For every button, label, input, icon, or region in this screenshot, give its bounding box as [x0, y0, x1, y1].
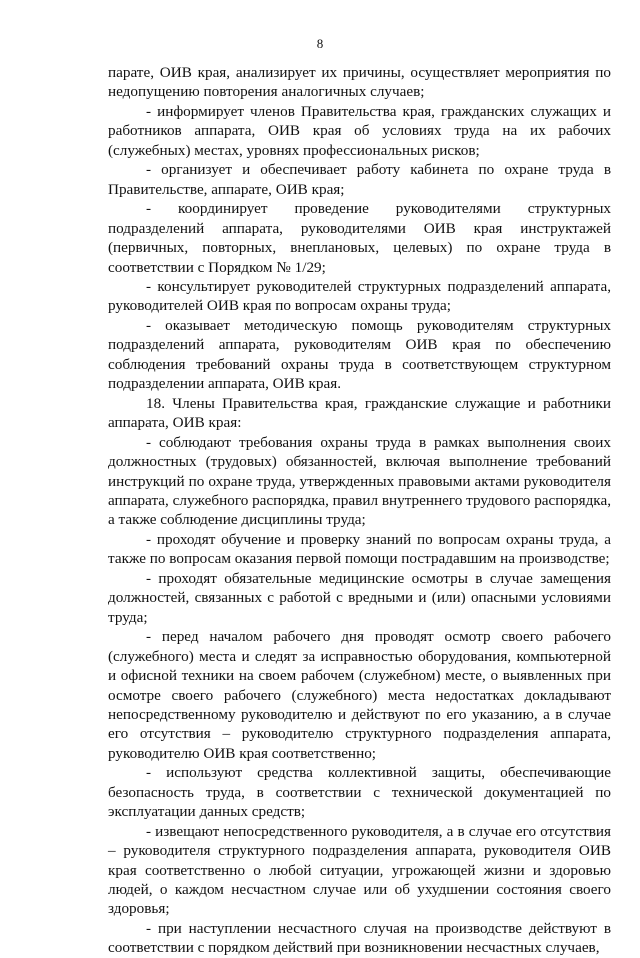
paragraph-section-18: 18. Члены Правительства края, гражданские служащие и работники аппарата, ОИВ края: [108, 394, 611, 432]
paragraph-accident-actions: - при наступлении несчастного случая на производстве действуют в соответствии с порядком действий при возникновении несчастных случаев, [108, 919, 611, 957]
paragraph-workplace-inspection: - перед началом рабочего дня проводят осмотр своего рабочего (служебного) места и следят за исправностью оборудования, компьютерной и офисной техники на своем рабочем (служебном) месте, о выявленных при осмотре своего рабочего (служебного) места недостатках докладывают непосредственному руководителю и действуют по его указанию, а в случае его отсутствия – руководителю структурного подразделения аппарата, руководителю ОИВ края соответственно; [108, 628, 611, 762]
page-number: 8 [316, 36, 324, 51]
paragraph-comply-requirements: - соблюдают требования охраны труда в рамках выполнения своих должностных (трудовых) обязанностей, включая выполнение требований инструкций по охране труда, утвержденных правовыми актами руководителя аппарата, служебного распорядка, правил внутреннего трудового распорядка, а также соблюдение дисциплины труда; [108, 433, 611, 529]
paragraph-training: - проходят обучение и проверку знаний по вопросам охраны труда, а также по вопросам оказания первой помощи пострадавшим на производстве; [108, 530, 611, 568]
paragraph-inform-members: - информирует членов Правительства края, гражданских служащих и работников аппарата, ОИВ края об условиях труда на их рабочих (служебных) местах, уровнях профессиональных рисков; [108, 102, 611, 159]
paragraph-collective-protection: - используют средства коллективной защиты, обеспечивающие безопасность труда, в соответствии с технической документацией по эксплуатации данных средств; [108, 764, 611, 821]
paragraph-consult: - консультирует руководителей структурных подразделений аппарата, руководителей ОИВ края по вопросам охраны труда; [108, 277, 611, 315]
paragraph-notify-manager: - извещают непосредственного руководителя, а в случае его отсутствия – руководителя структурного подразделения аппарата, руководителя ОИВ края соответственно о любой ситуации, угрожающей жизни и здоровью людей, о каждом несчастном случае или об ухудшении состояния своего здоровья; [108, 822, 611, 918]
paragraph-methodical-help: - оказывает методическую помощь руководителям структурных подразделений аппарата, руководителям ОИВ края по обеспечению соблюдения требований охраны труда в соответствующем структурном подразделении аппарата, ОИВ края. [108, 316, 611, 393]
body-text [108, 63, 611, 958]
paragraph-continuation: парате, ОИВ края, анализирует их причины, осуществляет мероприятия по недопущению повторения аналогичных случаев; [108, 64, 611, 101]
paragraph-coordinate-briefings: - координирует проведение руководителями структурных подразделений аппарата, руководителями ОИВ края инструктажей (первичных, повторных, внеплановых, целевых) по охране труда в соответствии с Порядком № 1/29; [108, 200, 611, 276]
paragraph-organize-cabinet: - организует и обеспечивает работу кабинета по охране труда в Правительстве, аппарате, ОИВ края; [108, 161, 611, 198]
paragraph-medical-exams: - проходят обязательные медицинские осмотры в случае замещения должностей, связанных с работой с вредными и (или) опасными условиями труда; [108, 569, 611, 626]
